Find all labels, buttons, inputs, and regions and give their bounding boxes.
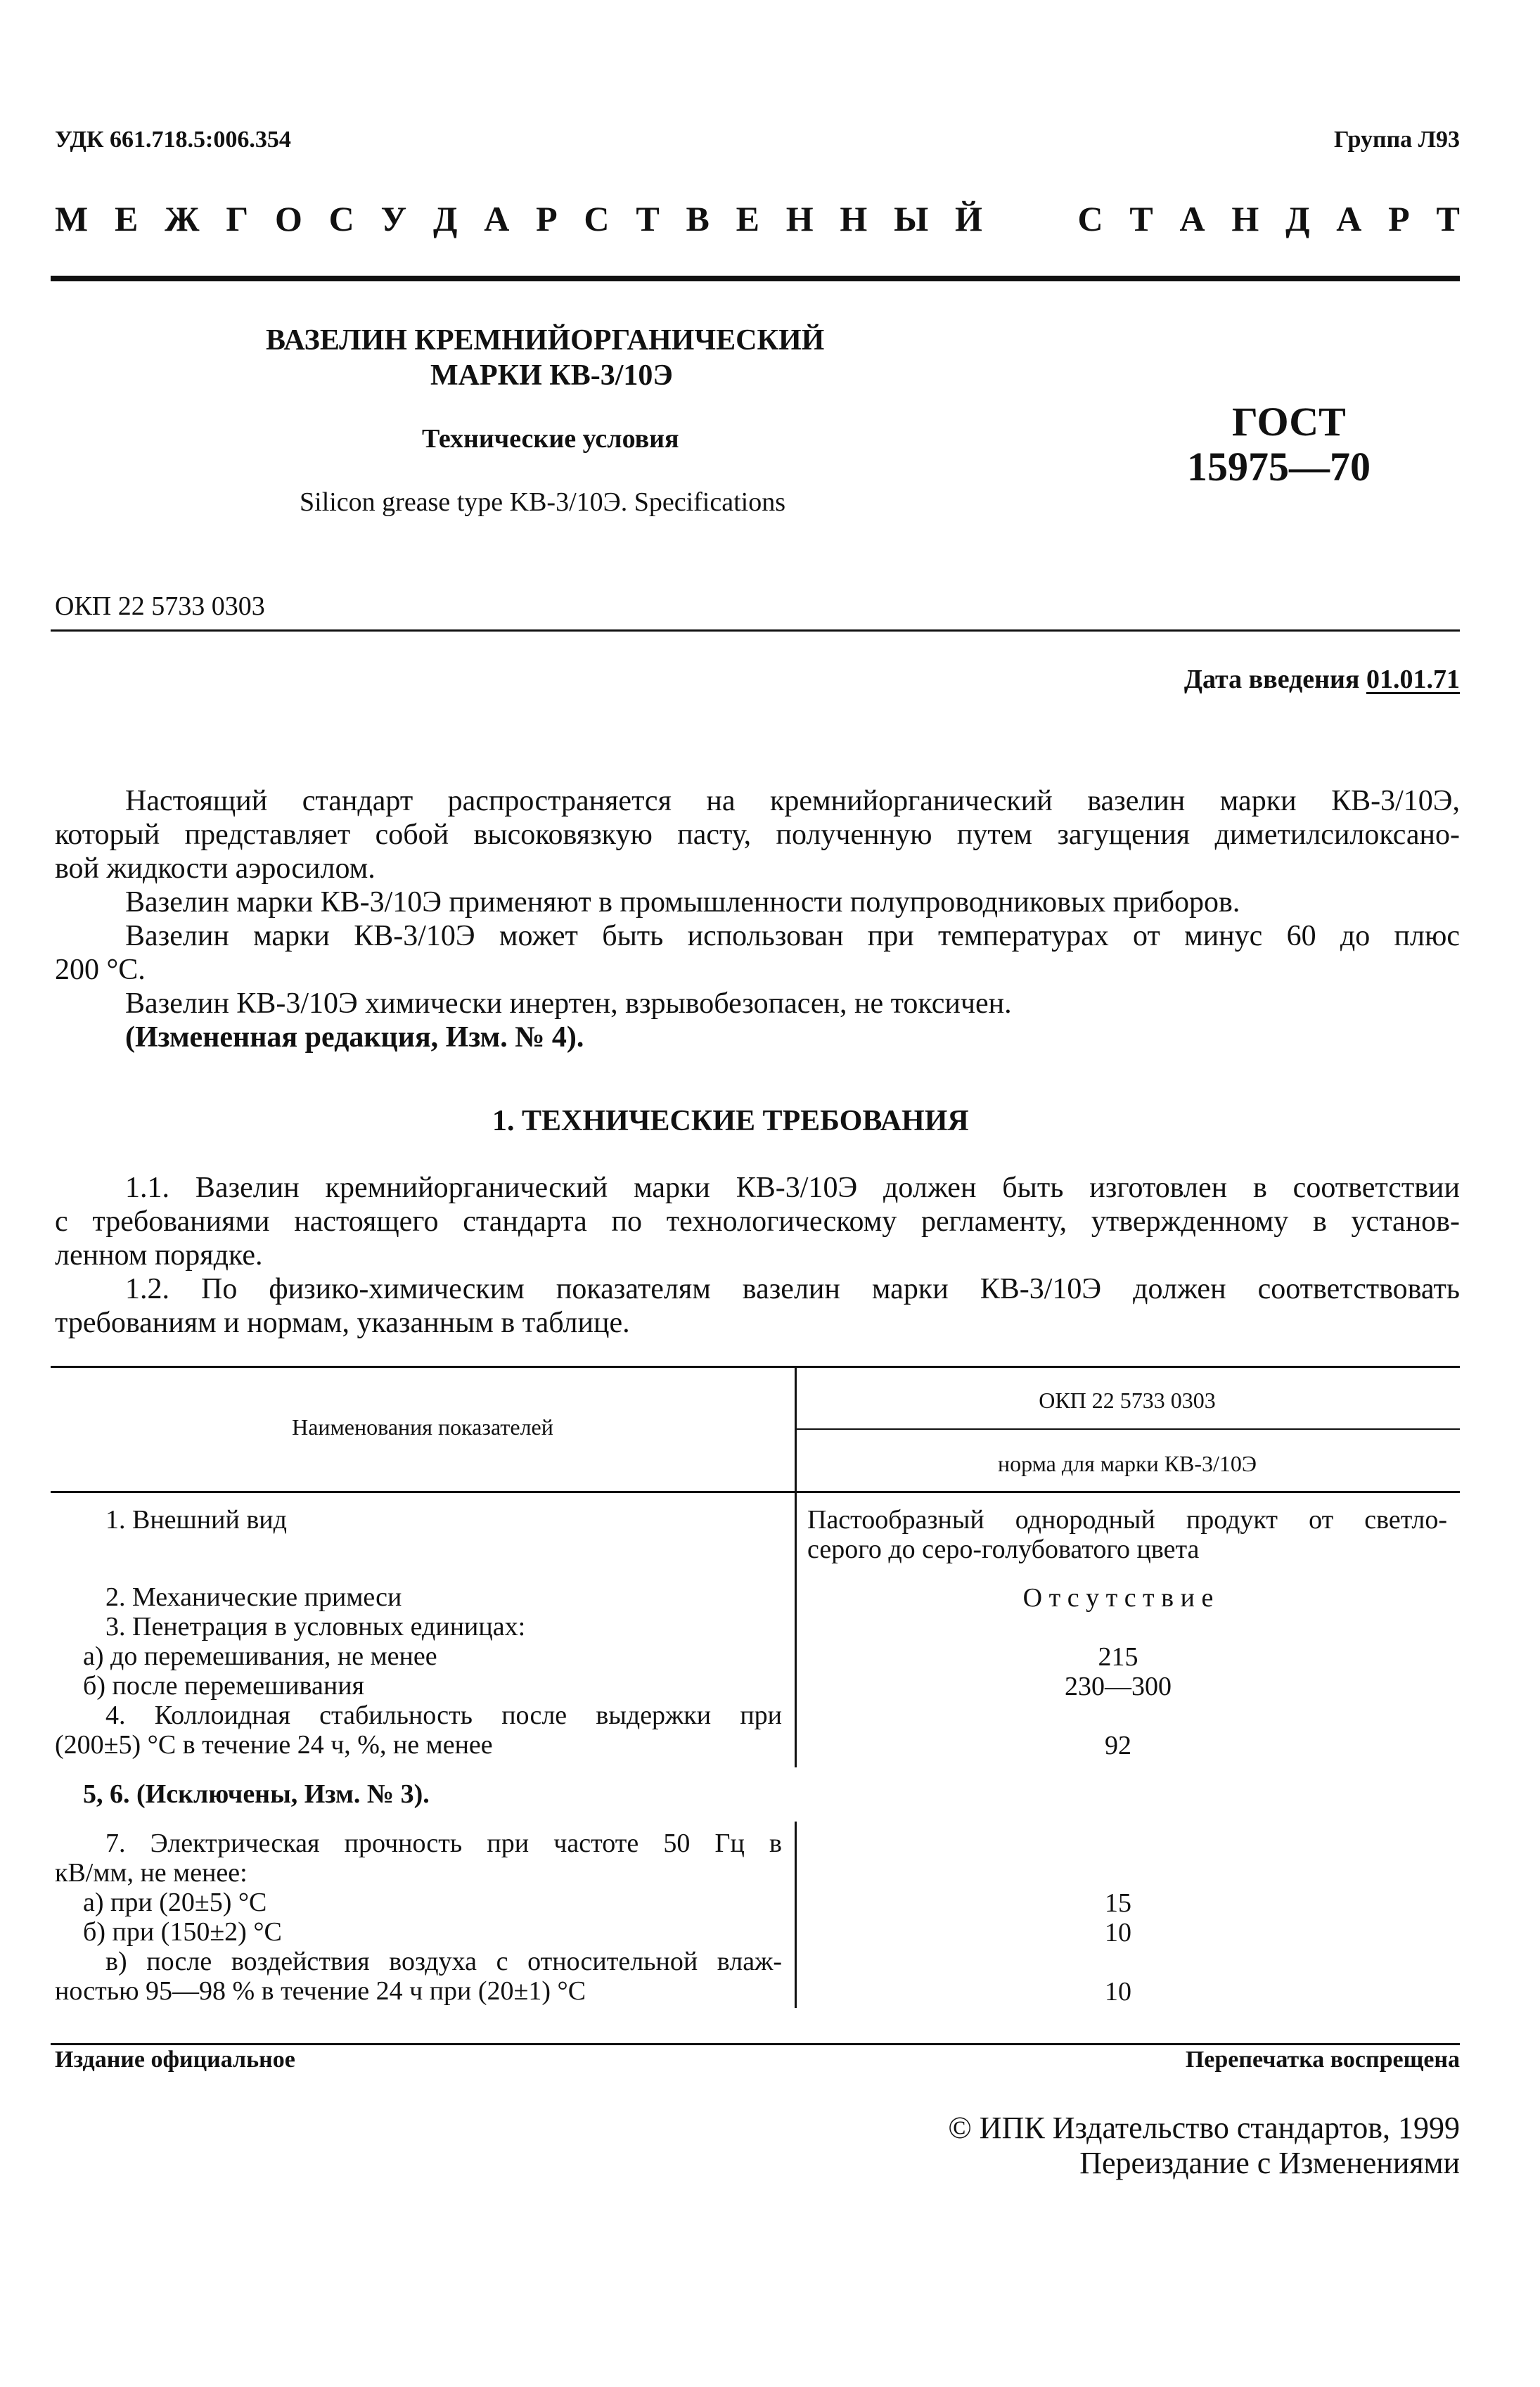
table-top-rule [51, 1366, 1460, 1368]
table-subheader-rule [795, 1428, 1460, 1430]
text-line: (Измененная редакция, Изм. № 4). [125, 1021, 584, 1054]
text-line: который представляет собой высоковязкую пасту, полученную путем загущения диметилсилоксано- [55, 819, 1460, 851]
row-value: О т с у т с т в и е [1022, 1583, 1214, 1613]
table-header-rule [51, 1491, 1460, 1493]
subtitle: Технические условия [422, 424, 679, 454]
col-header-okp: ОКП 22 5733 0303 [1039, 1388, 1216, 1413]
banner-letter: А [1336, 199, 1362, 238]
footer-rule [51, 2043, 1460, 2045]
banner-letter: Н [1231, 199, 1259, 238]
row-value: 15 [1105, 1888, 1131, 1918]
text-line: Вазелин марки КВ-3/10Э может быть использован при температурах от минус 60 до плюс [125, 920, 1460, 952]
clause-1-2 [55, 1272, 1460, 1340]
text-line: требованиям и нормам, указанным в таблице. [55, 1307, 630, 1339]
row-value: 215 [1098, 1642, 1138, 1672]
gost-number: 15975—70 [1187, 444, 1371, 489]
text-line: 1.1. Вазелин кремнийорганический марки КВ-3/10Э должен быть изготовлен в соответствии [125, 1172, 1460, 1204]
banner-gap [1009, 198, 1051, 248]
banner-letter: Р [536, 199, 558, 238]
text-line: 200 °С. [55, 954, 146, 986]
row-name: б) после перемешивания [83, 1671, 365, 1701]
interstate-standard-banner [55, 198, 1460, 248]
row-name: 1. Внешний вид [105, 1505, 287, 1535]
section-heading: 1. ТЕХНИЧЕСКИЕ ТРЕБОВАНИЯ [492, 1105, 969, 1137]
col-header-names: Наименования показателей [292, 1414, 553, 1440]
table-body-divider [795, 1493, 797, 1767]
excluded-rows-note: 5, 6. (Исключены, Изм. № 3). [83, 1779, 430, 1809]
intro-date [1184, 664, 1460, 695]
intro-paragraph-4 [55, 987, 1460, 1020]
banner-letter: В [686, 199, 710, 238]
banner-letter: Ж [165, 199, 200, 238]
row-value: серого до серо-голубоватого цвета [807, 1535, 1200, 1564]
row-name: кВ/мм, не менее: [55, 1858, 248, 1888]
banner-letter: Й [955, 199, 982, 238]
banner-rule [51, 276, 1460, 281]
english-title: Silicon grease type KB-3/10Э. Specifications [300, 487, 785, 517]
text-line: вой жидкости аэросилом. [55, 852, 376, 885]
banner-letter: Ы [894, 199, 929, 238]
intro-paragraph-5 [55, 1020, 1460, 1054]
banner-letter: О [274, 199, 302, 238]
intro-date-label: Дата введения [1183, 665, 1360, 694]
banner-letter: С [584, 199, 610, 238]
banner-letter: Д [1285, 199, 1310, 238]
text-line: Вазелин КВ-3/10Э химически инертен, взрывобезопасен, не токсичен. [125, 987, 1012, 1020]
text-line: ленном порядке. [55, 1239, 263, 1272]
row-name: в) после воздействия воздуха с относительной влаж- [105, 1947, 782, 1976]
group-code: Группа Л93 [1334, 127, 1460, 153]
intro-paragraph-1 [55, 784, 1460, 885]
copyright: © ИПК Издательство стандартов, 1999 [948, 2111, 1460, 2145]
banner-letter: Г [226, 199, 249, 238]
title-line-1: ВАЗЕЛИН КРЕМНИЙОРГАНИЧЕСКИЙ [266, 324, 825, 357]
banner-letter: Е [114, 199, 139, 238]
row-value: 10 [1105, 1918, 1131, 1947]
udk-code: УДК 661.718.5:006.354 [55, 127, 291, 153]
official-edition: Издание официальное [55, 2047, 295, 2073]
row-value: 230—300 [1065, 1672, 1172, 1701]
banner-letter: Н [785, 199, 814, 238]
title-line-2: МАРКИ КВ-3/10Э [430, 359, 673, 392]
banner-letter: Т [1436, 199, 1460, 238]
row-name: 2. Механические примеси [105, 1582, 402, 1612]
banner-letter: Т [1129, 199, 1153, 238]
text-line: Настоящий стандарт распространяется на кремнийорганический вазелин марки КВ-3/10Э, [125, 785, 1460, 817]
banner-letter: Р [1388, 199, 1410, 238]
row-name: 7. Электрическая прочность при частоте 50 Гц в [105, 1829, 782, 1858]
row-name: а) до перемешивания, не менее [83, 1642, 437, 1671]
banner-letter: С [328, 199, 354, 238]
row-name: а) при (20±5) °С [83, 1888, 267, 1917]
text-line: с требованиями настоящего стандарта по технологическому регламенту, утвержденному в установ- [55, 1205, 1460, 1238]
row-name: ностью 95—98 % в течение 24 ч при (20±1) °С [55, 1976, 586, 2006]
row-name: 4. Коллоидная стабильность после выдержки при [105, 1701, 782, 1730]
text-line: Вазелин марки КВ-3/10Э применяют в промышленности полупроводниковых приборов. [125, 886, 1240, 919]
banner-letter: С [1077, 199, 1103, 238]
clause-1-1 [55, 1171, 1460, 1272]
banner-letter: А [1179, 199, 1205, 238]
reissue-note: Переиздание с Изменениями [1079, 2146, 1460, 2180]
row-name: (200±5) °С в течение 24 ч, %, не менее [55, 1730, 493, 1760]
banner-letter: Е [736, 199, 759, 238]
row-value: 10 [1105, 1977, 1131, 2007]
intro-paragraph-3 [55, 919, 1460, 987]
row-value: 92 [1105, 1731, 1131, 1760]
col-header-norm: норма для марки КВ-3/10Э [997, 1451, 1257, 1476]
banner-letter: Т [636, 199, 660, 238]
row-name: 3. Пенетрация в условных единицах: [105, 1612, 526, 1642]
reprint-prohibited: Перепечатка воспрещена [1185, 2047, 1460, 2073]
row-name: б) при (150±2) °С [83, 1917, 282, 1947]
banner-letter: У [380, 199, 407, 238]
intro-date-value: 01.01.71 [1366, 665, 1460, 694]
banner-letter: М [55, 199, 89, 238]
intro-paragraph-2 [55, 885, 1460, 919]
text-line: 1.2. По физико-химическим показателям вазелин марки КВ-3/10Э должен соответствовать [125, 1273, 1460, 1305]
banner-letter: Н [840, 199, 868, 238]
banner-letter: Д [433, 199, 458, 238]
row-value: Пастообразный однородный продукт от светло- [807, 1505, 1447, 1535]
okp-code: ОКП 22 5733 0303 [55, 591, 265, 621]
gost-label: ГОСТ [1232, 399, 1346, 444]
okp-rule [51, 629, 1460, 632]
banner-letter: А [484, 199, 510, 238]
